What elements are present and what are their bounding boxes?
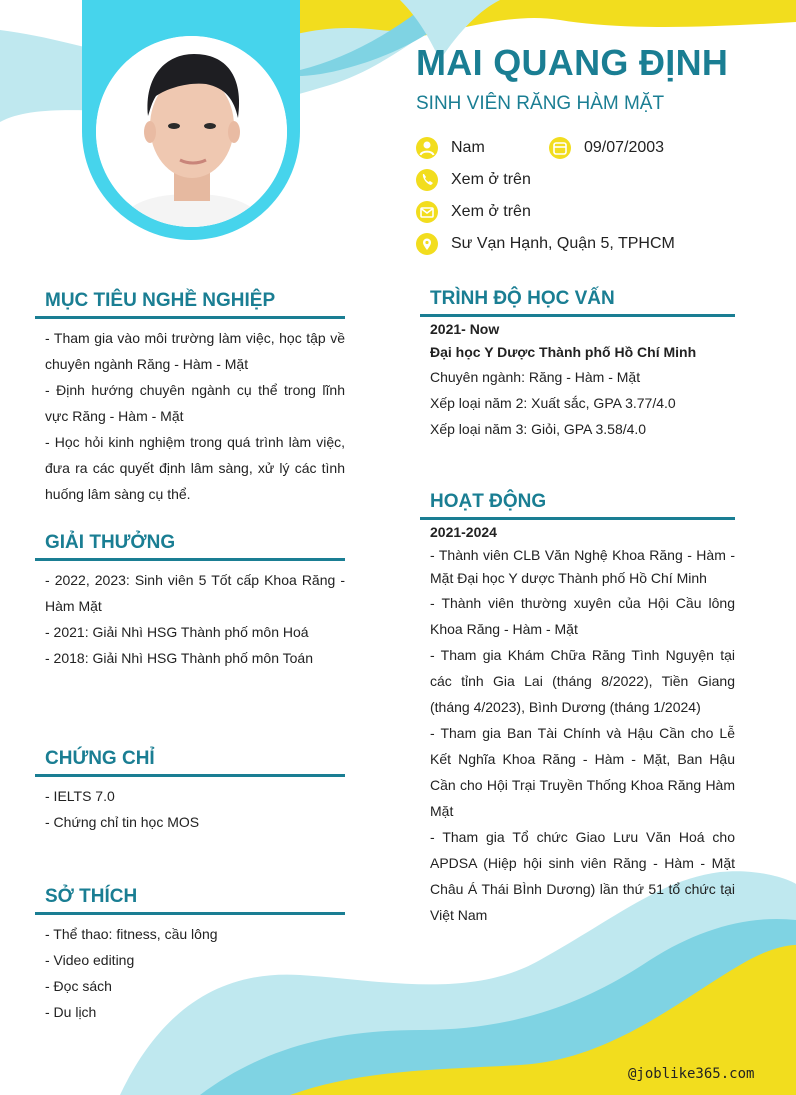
phone-icon [416, 169, 438, 191]
hobbies-underline [35, 912, 345, 915]
activities-period: 2021-2024 [430, 524, 497, 540]
address-row [416, 233, 675, 255]
hobby-item: - Video editing [45, 952, 135, 968]
user-icon [416, 137, 438, 159]
activities-header [430, 521, 735, 590]
activities-underline [420, 517, 735, 520]
address-value: Sư Vạn Hạnh, Quận 5, TPHCM [451, 235, 675, 252]
profile-photo [96, 36, 287, 227]
candidate-name: MAI QUANG ĐỊNH [416, 42, 729, 83]
education-details [430, 364, 735, 442]
gender-value: Nam [451, 139, 485, 156]
award-item: - 2022, 2023: Sinh viên 5 Tốt cấp Khoa Răng - Hàm Mặt [45, 572, 345, 614]
mail-icon [416, 201, 438, 223]
activities-list [430, 590, 735, 928]
phone-value: Xem ở trên [451, 171, 531, 188]
hobby-item: - Thể thao: fitness, cầu lông [45, 926, 218, 942]
candidate-title: SINH VIÊN RĂNG HÀM MẶT [416, 93, 665, 114]
hobby-item: - Đọc sách [45, 978, 112, 994]
objective-item: - Học hỏi kinh nghiệm trong quá trình làm việc, đưa ra các quyết định lâm sàng, xử lý các tình huống lâm sàng cụ thể. [45, 434, 345, 502]
objective-item: - Tham gia vào môi trường làm việc, học tập về chuyên ngành Răng - Hàm - Mặt [45, 330, 345, 372]
awards-list [45, 567, 345, 671]
awards-underline [35, 558, 345, 561]
education-period: 2021- Now [430, 321, 500, 337]
activity-item: - Thành viên CLB Văn Nghệ Khoa Răng - Hàm - Mặt Đại học Y dược Thành phố Hồ Chí Minh [430, 547, 735, 586]
objective-item: - Định hướng chuyên ngành cụ thể trong lĩnh vực Răng - Hàm - Mặt [45, 382, 345, 424]
education-block [430, 318, 735, 364]
birthday-row [549, 137, 664, 159]
award-item: - 2018: Giải Nhì HSG Thành phố môn Toán [45, 650, 313, 666]
activities-title: HOẠT ĐỘNG [430, 491, 547, 512]
certificates-title: CHỨNG CHỈ [45, 748, 155, 769]
watermark: @joblike365.com [628, 1066, 755, 1082]
objective-list [45, 325, 345, 507]
hobby-item: - Du lịch [45, 1004, 97, 1020]
certificates-list [45, 783, 345, 835]
hobbies-list [45, 921, 345, 1025]
education-item: Xếp loại năm 2: Xuất sắc, GPA 3.77/4.0 [430, 395, 676, 411]
objective-underline [35, 316, 345, 319]
activity-item: - Tham gia Khám Chữa Răng Tình Nguyện tại các tỉnh Gia Lai (tháng 8/2022), Tiền Giang (tháng 4/2023), Bình Dương (tháng 1/2024) [430, 647, 735, 715]
email-row [416, 201, 531, 223]
award-item: - 2021: Giải Nhì HSG Thành phố môn Hoá [45, 624, 309, 640]
email-value: Xem ở trên [451, 203, 531, 220]
activity-item: - Tham gia Tổ chức Giao Lưu Văn Hoá cho APDSA (Hiệp hội sinh viên Răng - Hàm - Mặt Châu Á Thái BÌnh Dương) lần thứ 51 tổ chức tại Việt Nam [430, 829, 735, 923]
activity-item: - Thành viên thường xuyên của Hội Cầu lông Khoa Răng - Hàm - Mặt [430, 595, 735, 637]
education-item: Chuyên ngành: Răng - Hàm - Mặt [430, 369, 641, 385]
certificate-item: - Chứng chỉ tin học MOS [45, 814, 200, 830]
hobbies-title: SỞ THÍCH [45, 886, 138, 907]
education-item: Xếp loại năm 3: Giỏi, GPA 3.58/4.0 [430, 421, 647, 437]
phone-row [416, 169, 531, 191]
education-school: Đại học Y Dược Thành phố Hồ Chí Minh [430, 344, 697, 360]
awards-title: GIẢI THƯỞNG [45, 532, 176, 553]
education-title: TRÌNH ĐỘ HỌC VẤN [430, 288, 615, 309]
certificate-item: - IELTS 7.0 [45, 788, 115, 804]
activity-item: - Tham gia Ban Tài Chính và Hậu Cần cho Lễ Kết Nghĩa Khoa Răng - Hàm - Mặt, Ban Hậu Cần cho Hội Trại Truyền Thống Khoa Răng Hàm Mặt [430, 725, 735, 819]
gender-row [416, 137, 485, 159]
location-pin-icon [416, 233, 438, 255]
birthday-value: 09/07/2003 [584, 139, 665, 156]
objective-title: MỤC TIÊU NGHỀ NGHIỆP [45, 290, 276, 311]
calendar-icon [549, 137, 571, 159]
certificates-underline [35, 774, 345, 777]
education-underline [420, 314, 735, 317]
